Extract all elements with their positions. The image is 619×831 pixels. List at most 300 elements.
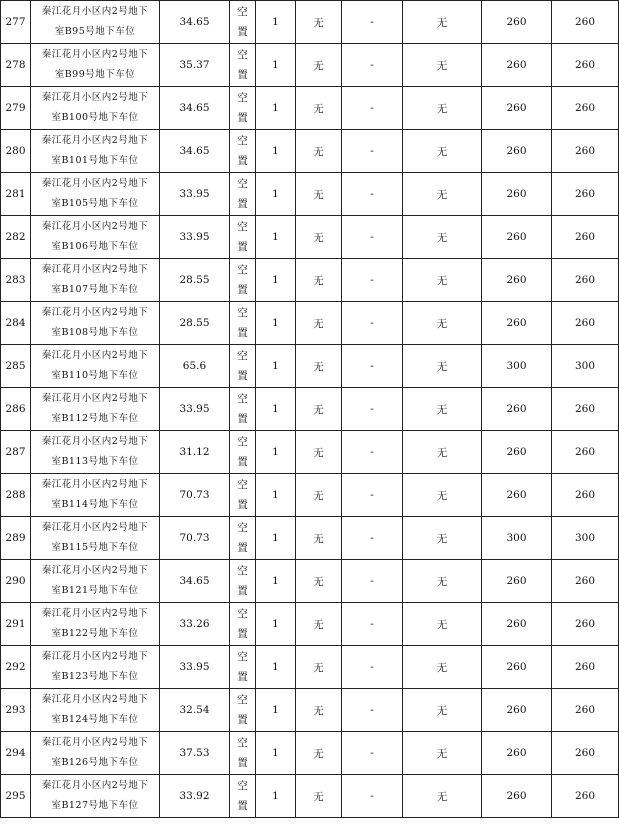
status-text: 空 xyxy=(237,92,248,104)
area-text: 33.26 xyxy=(179,618,210,630)
table-row xyxy=(1,517,619,560)
lease-cell xyxy=(296,130,342,173)
area-text: 33.92 xyxy=(179,790,210,802)
status-cell xyxy=(230,517,256,560)
lease-cell xyxy=(296,732,342,775)
lease-cell xyxy=(296,302,342,345)
dash-cell xyxy=(342,87,403,130)
dash-cell xyxy=(342,345,403,388)
price-text: 260 xyxy=(506,188,527,200)
price-text: 260 xyxy=(506,274,527,286)
price-text: 260 xyxy=(574,145,596,157)
price-cell xyxy=(552,431,619,474)
lease-cell xyxy=(296,173,342,216)
table-row xyxy=(1,603,619,646)
price-text: 260 xyxy=(574,661,596,673)
status-cell xyxy=(230,775,256,818)
location-text: 室B123号地下车位 xyxy=(51,671,139,682)
price-cell xyxy=(482,775,552,818)
mortgage-cell xyxy=(403,689,482,732)
quantity-cell xyxy=(256,431,296,474)
price-cell xyxy=(552,732,619,775)
area-text: 34.65 xyxy=(179,16,210,28)
area-text: 70.73 xyxy=(179,489,210,501)
dash-text: - xyxy=(370,618,374,630)
mortgage-text: 无 xyxy=(436,747,448,760)
dash-cell xyxy=(342,173,403,216)
row-number-text: 288 xyxy=(5,489,26,501)
lease-text: 无 xyxy=(313,704,324,717)
lease-cell xyxy=(296,87,342,130)
area-cell xyxy=(160,732,230,775)
row-number-cell xyxy=(1,216,31,259)
dash-text: - xyxy=(370,790,374,802)
price-text: 260 xyxy=(574,403,596,415)
price-cell xyxy=(552,1,619,44)
status-cell xyxy=(230,603,256,646)
location-text: 室B106号地下车位 xyxy=(51,241,139,252)
location-cell xyxy=(31,1,160,44)
table-body xyxy=(1,1,619,818)
status-text: 空 xyxy=(237,221,248,233)
mortgage-cell xyxy=(403,517,482,560)
price-text: 300 xyxy=(574,532,596,544)
location-cell xyxy=(31,560,160,603)
location-text: 室B122号地下车位 xyxy=(51,628,139,639)
location-text: 室B105号地下车位 xyxy=(51,198,139,209)
lease-text: 无 xyxy=(313,618,324,631)
location-text: 秦江花月小区内2号地下 xyxy=(41,436,149,447)
price-cell xyxy=(482,474,552,517)
lease-text: 无 xyxy=(313,489,324,502)
dash-cell xyxy=(342,560,403,603)
location-text: 室B115号地下车位 xyxy=(51,542,139,553)
area-text: 32.54 xyxy=(179,704,210,716)
dash-cell xyxy=(342,1,403,44)
quantity-text: 1 xyxy=(272,704,279,716)
location-cell xyxy=(31,44,160,87)
table-row xyxy=(1,689,619,732)
mortgage-text: 无 xyxy=(436,446,448,459)
quantity-text: 1 xyxy=(272,489,279,501)
lease-cell xyxy=(296,259,342,302)
location-text: 室B124号地下车位 xyxy=(51,714,139,725)
location-text: 室B100号地下车位 xyxy=(51,112,139,123)
price-text: 260 xyxy=(574,231,596,243)
dash-text: - xyxy=(370,145,374,157)
lease-cell xyxy=(296,1,342,44)
status-text: 置 xyxy=(237,499,248,511)
location-cell xyxy=(31,603,160,646)
price-text: 300 xyxy=(506,360,527,372)
area-cell xyxy=(160,646,230,689)
area-text: 33.95 xyxy=(179,188,210,200)
quantity-cell xyxy=(256,474,296,517)
area-cell xyxy=(160,517,230,560)
mortgage-text: 无 xyxy=(436,403,448,416)
status-text: 空 xyxy=(237,694,248,706)
area-cell xyxy=(160,1,230,44)
dash-cell xyxy=(342,130,403,173)
price-text: 260 xyxy=(574,704,596,716)
price-cell xyxy=(552,259,619,302)
area-cell xyxy=(160,87,230,130)
lease-cell xyxy=(296,646,342,689)
dash-text: - xyxy=(370,403,374,415)
price-text: 300 xyxy=(506,532,527,544)
dash-text: - xyxy=(370,446,374,458)
table-row xyxy=(1,646,619,689)
row-number-cell xyxy=(1,130,31,173)
row-number-cell xyxy=(1,732,31,775)
area-text: 34.65 xyxy=(179,575,210,587)
lease-text: 无 xyxy=(313,59,324,72)
location-cell xyxy=(31,302,160,345)
location-cell xyxy=(31,87,160,130)
price-cell xyxy=(552,345,619,388)
status-text: 空 xyxy=(237,436,248,448)
mortgage-cell xyxy=(403,603,482,646)
row-number-text: 292 xyxy=(5,661,26,673)
quantity-text: 1 xyxy=(272,59,279,71)
row-number-cell xyxy=(1,646,31,689)
location-text: 秦江花月小区内2号地下 xyxy=(41,780,149,791)
mortgage-text: 无 xyxy=(436,317,448,330)
dash-cell xyxy=(342,388,403,431)
status-text: 置 xyxy=(237,284,248,296)
status-text: 空 xyxy=(237,264,248,276)
price-cell xyxy=(482,87,552,130)
price-cell xyxy=(482,603,552,646)
price-cell xyxy=(482,646,552,689)
quantity-text: 1 xyxy=(272,532,279,544)
mortgage-text: 无 xyxy=(436,59,448,72)
location-text: 秦江花月小区内2号地下 xyxy=(41,92,149,103)
mortgage-text: 无 xyxy=(436,661,448,674)
status-text: 空 xyxy=(237,651,248,663)
quantity-cell xyxy=(256,345,296,388)
quantity-cell xyxy=(256,1,296,44)
dash-text: - xyxy=(370,16,374,28)
mortgage-text: 无 xyxy=(436,102,448,115)
price-cell xyxy=(552,560,619,603)
status-cell xyxy=(230,302,256,345)
dash-cell xyxy=(342,431,403,474)
table-row xyxy=(1,345,619,388)
location-cell xyxy=(31,259,160,302)
row-number-cell xyxy=(1,560,31,603)
area-cell xyxy=(160,689,230,732)
status-cell xyxy=(230,388,256,431)
dash-text: - xyxy=(370,747,374,759)
mortgage-cell xyxy=(403,44,482,87)
price-text: 260 xyxy=(506,747,527,759)
lease-text: 无 xyxy=(313,102,324,115)
dash-text: - xyxy=(370,704,374,716)
dash-text: - xyxy=(370,231,374,243)
price-cell xyxy=(552,775,619,818)
dash-text: - xyxy=(370,188,374,200)
status-text: 空 xyxy=(237,350,248,362)
lease-cell xyxy=(296,388,342,431)
area-text: 28.55 xyxy=(179,317,210,329)
location-text: 室B95号地下车位 xyxy=(54,26,136,37)
price-text: 260 xyxy=(506,618,527,630)
area-text: 35.37 xyxy=(179,59,210,71)
dash-text: - xyxy=(370,661,374,673)
lease-text: 无 xyxy=(313,360,324,373)
mortgage-cell xyxy=(403,388,482,431)
row-number-cell xyxy=(1,173,31,216)
location-text: 室B101号地下车位 xyxy=(51,155,139,166)
mortgage-text: 无 xyxy=(436,618,448,631)
status-text: 置 xyxy=(237,585,248,597)
table-row xyxy=(1,130,619,173)
price-cell xyxy=(482,431,552,474)
lease-text: 无 xyxy=(313,145,324,158)
area-cell xyxy=(160,345,230,388)
mortgage-cell xyxy=(403,646,482,689)
status-text: 空 xyxy=(237,522,248,534)
mortgage-text: 无 xyxy=(436,704,448,717)
price-text: 260 xyxy=(506,102,527,114)
lease-text: 无 xyxy=(313,661,324,674)
dash-cell xyxy=(342,732,403,775)
row-number-cell xyxy=(1,775,31,818)
quantity-text: 1 xyxy=(272,661,279,673)
lease-text: 无 xyxy=(313,231,324,244)
dash-cell xyxy=(342,775,403,818)
table-row xyxy=(1,388,619,431)
mortgage-cell xyxy=(403,345,482,388)
status-text: 置 xyxy=(237,628,248,640)
row-number-text: 281 xyxy=(5,188,26,200)
row-number-text: 280 xyxy=(5,145,26,157)
location-cell xyxy=(31,431,160,474)
lease-cell xyxy=(296,775,342,818)
price-text: 260 xyxy=(574,747,596,759)
row-number-text: 285 xyxy=(5,360,26,372)
row-number-cell xyxy=(1,44,31,87)
area-cell xyxy=(160,775,230,818)
row-number-cell xyxy=(1,259,31,302)
location-cell xyxy=(31,689,160,732)
lease-cell xyxy=(296,44,342,87)
row-number-cell xyxy=(1,689,31,732)
quantity-text: 1 xyxy=(272,446,279,458)
lease-cell xyxy=(296,517,342,560)
lease-cell xyxy=(296,431,342,474)
dash-cell xyxy=(342,259,403,302)
table-row xyxy=(1,216,619,259)
area-cell xyxy=(160,259,230,302)
dash-cell xyxy=(342,474,403,517)
status-text: 置 xyxy=(237,112,248,124)
mortgage-text: 无 xyxy=(436,145,448,158)
row-number-text: 287 xyxy=(5,446,26,458)
row-number-text: 284 xyxy=(5,317,26,329)
mortgage-text: 无 xyxy=(436,231,448,244)
location-text: 秦江花月小区内2号地下 xyxy=(41,350,149,361)
price-text: 260 xyxy=(506,704,527,716)
price-cell xyxy=(552,302,619,345)
status-cell xyxy=(230,87,256,130)
mortgage-text: 无 xyxy=(436,532,448,545)
price-cell xyxy=(482,517,552,560)
location-text: 秦江花月小区内2号地下 xyxy=(41,694,149,705)
area-cell xyxy=(160,216,230,259)
location-cell xyxy=(31,732,160,775)
price-text: 260 xyxy=(506,16,527,28)
location-text: 秦江花月小区内2号地下 xyxy=(41,135,149,146)
area-cell xyxy=(160,173,230,216)
location-text: 秦江花月小区内2号地下 xyxy=(41,178,149,189)
mortgage-cell xyxy=(403,474,482,517)
status-cell xyxy=(230,1,256,44)
dash-text: - xyxy=(370,360,374,372)
area-text: 34.65 xyxy=(179,145,210,157)
status-cell xyxy=(230,646,256,689)
price-cell xyxy=(552,87,619,130)
area-cell xyxy=(160,603,230,646)
price-cell xyxy=(552,517,619,560)
quantity-text: 1 xyxy=(272,16,279,28)
area-text: 33.95 xyxy=(179,661,210,673)
price-cell xyxy=(482,560,552,603)
area-cell xyxy=(160,388,230,431)
price-text: 300 xyxy=(574,360,596,372)
status-text: 置 xyxy=(237,155,248,167)
status-text: 空 xyxy=(237,780,248,792)
price-text: 260 xyxy=(574,790,596,802)
area-text: 34.65 xyxy=(179,102,210,114)
status-text: 置 xyxy=(237,26,248,38)
quantity-text: 1 xyxy=(272,188,279,200)
status-text: 空 xyxy=(237,178,248,190)
area-text: 33.95 xyxy=(179,403,210,415)
mortgage-cell xyxy=(403,1,482,44)
status-text: 空 xyxy=(237,393,248,405)
table-row xyxy=(1,173,619,216)
row-number-cell xyxy=(1,1,31,44)
area-cell xyxy=(160,474,230,517)
table-row xyxy=(1,302,619,345)
area-cell xyxy=(160,302,230,345)
dash-cell xyxy=(342,603,403,646)
row-number-text: 289 xyxy=(5,532,26,544)
area-cell xyxy=(160,130,230,173)
price-text: 260 xyxy=(506,145,527,157)
location-text: 秦江花月小区内2号地下 xyxy=(41,737,149,748)
dash-cell xyxy=(342,689,403,732)
quantity-cell xyxy=(256,517,296,560)
quantity-text: 1 xyxy=(272,274,279,286)
price-cell xyxy=(552,130,619,173)
row-number-cell xyxy=(1,603,31,646)
mortgage-cell xyxy=(403,302,482,345)
price-cell xyxy=(552,173,619,216)
location-text: 秦江花月小区内2号地下 xyxy=(41,264,149,275)
status-text: 置 xyxy=(237,69,248,81)
row-number-text: 293 xyxy=(5,704,26,716)
quantity-cell xyxy=(256,216,296,259)
table-row xyxy=(1,44,619,87)
status-text: 空 xyxy=(237,565,248,577)
location-text: 秦江花月小区内2号地下 xyxy=(41,393,149,404)
mortgage-cell xyxy=(403,732,482,775)
quantity-text: 1 xyxy=(272,360,279,372)
price-text: 260 xyxy=(574,489,596,501)
status-cell xyxy=(230,130,256,173)
dash-cell xyxy=(342,216,403,259)
price-text: 260 xyxy=(506,403,527,415)
status-text: 置 xyxy=(237,413,248,425)
status-cell xyxy=(230,474,256,517)
table-row xyxy=(1,87,619,130)
row-number-cell xyxy=(1,431,31,474)
price-text: 260 xyxy=(574,274,596,286)
price-text: 260 xyxy=(574,618,596,630)
price-cell xyxy=(482,44,552,87)
price-cell xyxy=(552,388,619,431)
table-row xyxy=(1,1,619,44)
price-text: 260 xyxy=(574,188,596,200)
location-cell xyxy=(31,474,160,517)
price-text: 260 xyxy=(506,231,527,243)
status-text: 空 xyxy=(237,49,248,61)
status-cell xyxy=(230,732,256,775)
area-text: 37.53 xyxy=(179,747,210,759)
status-text: 置 xyxy=(237,327,248,339)
quantity-text: 1 xyxy=(272,145,279,157)
lease-cell xyxy=(296,689,342,732)
quantity-text: 1 xyxy=(272,231,279,243)
price-cell xyxy=(482,259,552,302)
quantity-cell xyxy=(256,44,296,87)
price-text: 260 xyxy=(574,59,596,71)
mortgage-cell xyxy=(403,259,482,302)
mortgage-cell xyxy=(403,173,482,216)
location-text: 室B99号地下车位 xyxy=(54,69,136,80)
price-text: 260 xyxy=(506,489,527,501)
quantity-cell xyxy=(256,259,296,302)
status-text: 空 xyxy=(237,135,248,147)
lease-text: 无 xyxy=(313,747,324,760)
mortgage-cell xyxy=(403,216,482,259)
price-text: 260 xyxy=(574,575,596,587)
location-text: 室B121号地下车位 xyxy=(51,585,139,596)
status-text: 置 xyxy=(237,671,248,683)
lease-text: 无 xyxy=(313,403,324,416)
price-cell xyxy=(482,302,552,345)
table-row xyxy=(1,259,619,302)
status-text: 置 xyxy=(237,198,248,210)
dash-cell xyxy=(342,302,403,345)
mortgage-cell xyxy=(403,130,482,173)
quantity-cell xyxy=(256,560,296,603)
status-text: 置 xyxy=(237,241,248,253)
status-cell xyxy=(230,259,256,302)
status-cell xyxy=(230,173,256,216)
lease-text: 无 xyxy=(313,446,324,459)
price-cell xyxy=(552,216,619,259)
row-number-cell xyxy=(1,517,31,560)
area-text: 28.55 xyxy=(179,274,210,286)
location-text: 室B112号地下车位 xyxy=(51,413,139,424)
price-cell xyxy=(482,689,552,732)
row-number-text: 295 xyxy=(5,790,26,802)
status-cell xyxy=(230,44,256,87)
